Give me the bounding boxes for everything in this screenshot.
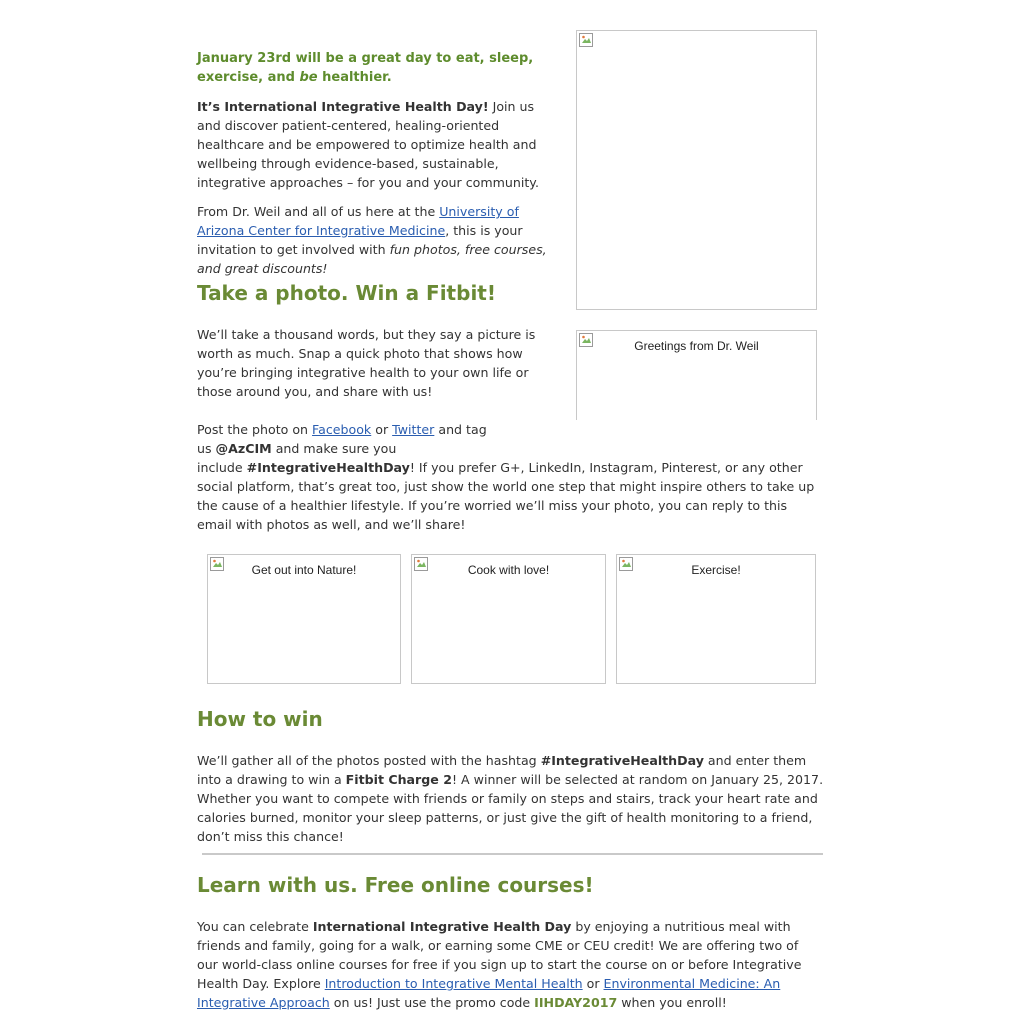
twitter-link[interactable]: Twitter xyxy=(392,422,435,437)
share-line-1: Post the photo on Facebook or Twitter and tag xyxy=(197,422,487,437)
share-line-2: us @AzCIM and make sure you xyxy=(197,441,397,456)
gallery-image-exercise xyxy=(616,554,816,684)
section-divider xyxy=(202,853,823,855)
courses-paragraph: You can celebrate International Integrative Health Day by enjoying a nutritious meal with friends and family, going for a walk, or earning some CME or CEU credit! We are offering two of our world-class online courses for free if you sign up to start the course on or before Integrative Health Day. Explore Introduction to Integrative Mental Health or Environmental Medicine: An Integrative Approach on us! Just use the promo code IIHDAY2017 when you enroll! xyxy=(197,919,802,1010)
how-to-win-heading: How to win xyxy=(197,707,323,731)
broken-image-icon xyxy=(579,33,593,47)
promo-code: IIHDAY2017 xyxy=(534,995,618,1010)
greeting-caption: Greetings from Dr. Weil xyxy=(634,339,759,353)
photo-paragraph: We’ll take a thousand words, but they say a picture is worth as much. Snap a quick photo that shows how you’re bringing integrative health to your own life or those around you, and share with us! xyxy=(197,327,536,399)
gallery-caption: Exercise! xyxy=(691,563,741,577)
handle: @AzCIM xyxy=(215,441,272,456)
how-to-win-paragraph: We’ll gather all of the photos posted with the hashtag #IntegrativeHealthDay and enter them into a drawing to win a Fitbit Charge 2! A winner will be selected at random on January 25, 2017. Whether you want to compete with friends or family on steps and stairs, track your heart rate and calories burned, monitor your sleep patterns, or just give the gift of health monitoring to a friend, don’t miss this chance! xyxy=(197,753,824,844)
intro-headline: January 23rd will be a great day to eat, sleep, exercise, and be healthier. xyxy=(197,51,534,85)
hashtag: #IntegrativeHealthDay xyxy=(246,460,410,475)
gallery-image-cook xyxy=(411,554,606,684)
intro-paragraph: It’s International Integrative Health Day! Join us and discover patient-centered, healing-oriented healthcare and be empowered to optimize health and wellbeing through evidence-based, sustainable, integrative approaches – for you and your community. xyxy=(197,99,539,190)
courses-heading: Learn with us. Free online courses! xyxy=(197,873,594,897)
uacim-link[interactable]: University of Arizona Center for Integrative Medicine xyxy=(197,204,519,238)
hero-image xyxy=(576,30,817,310)
gallery-caption: Get out into Nature! xyxy=(251,563,357,577)
invitation-paragraph: From Dr. Weil and all of us here at the University of Arizona Center for Integrative Medicine, this is your invitation to get involved with fun photos, free courses, and great discounts! xyxy=(197,204,547,276)
environmental-medicine-course-link[interactable]: Environmental Medicine: An Integrative Approach xyxy=(197,976,781,1010)
share-paragraph-lines xyxy=(197,420,817,534)
intro-section xyxy=(197,49,559,278)
photo-section-heading: Take a photo. Win a Fitbit! xyxy=(197,281,496,305)
share-line-3: include #IntegrativeHealthDay! If you prefer G+, LinkedIn, Instagram, Pinterest, or any other social platform, that’s great too, just show the world one step that might inspire others to take up the cause of a healthier lifestyle. If you’re worried we’ll miss your photo, you can reply to this email with photos as well, and we’ll share! xyxy=(197,460,815,532)
mental-health-course-link[interactable]: Introduction to Integrative Mental Health xyxy=(324,976,583,991)
gallery-caption: Cook with love! xyxy=(467,563,550,577)
gallery-image-nature xyxy=(207,554,401,684)
facebook-link[interactable]: Facebook xyxy=(312,422,372,437)
